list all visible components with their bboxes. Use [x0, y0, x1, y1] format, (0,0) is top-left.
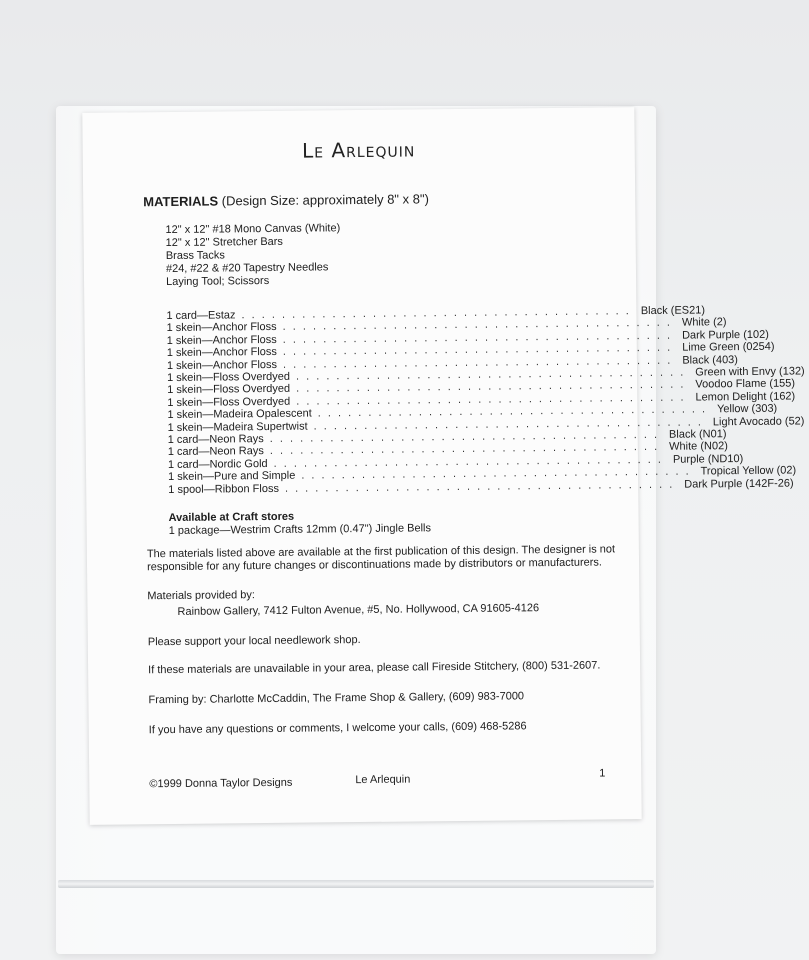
craft-stores-heading: Available at Craft stores	[168, 510, 295, 525]
thread-qty: 1 skein	[166, 322, 202, 335]
thread-name: Anchor Floss	[212, 358, 278, 372]
thread-name: Anchor Floss	[212, 321, 277, 334]
dot-leader: . . . . . . . . . . . . . . . . . . . . . . . . . . . . . . . . . . . . . . .	[295, 366, 686, 383]
dot-leader: . . . . . . . . . . . . . . . . . . . . . . . . . . . . . . . . . . . . . . .	[282, 341, 673, 359]
dot-leader: . . . . . . . . . . . . . . . . . . . . . . . . . . . . . . . . . . . . . . .	[241, 305, 631, 322]
thread-color: Dark Purple (102)	[681, 328, 769, 342]
basic-supplies-list	[165, 222, 340, 289]
design-size: (Design Size: approximately 8" x 8")	[218, 191, 429, 209]
provided-by-value: Rainbow Gallery, 7412 Fulton Avenue, #5, No. Hollywood, CA 91605-4126	[177, 602, 540, 618]
thread-name: Floss Overdyed	[212, 370, 291, 384]
dot-leader: . . . . . . . . . . . . . . . . . . . . . . . . . . . . . . . . . . . . . . .	[313, 416, 703, 433]
footer-design-name: Le Arlequin	[355, 773, 411, 787]
thread-name: Anchor Floss	[212, 346, 277, 359]
em-dash: —	[198, 433, 210, 446]
thread-qty: 1 card	[166, 309, 198, 323]
thread-color: Voodoo Flame (155)	[695, 377, 796, 391]
thread-qty: 1 spool	[168, 483, 204, 496]
thread-color: Tropical Yellow (02)	[700, 464, 797, 478]
questions-text: If you have any questions or comments, I welcome your calls, (609) 468-5286	[148, 720, 527, 737]
materials-heading	[143, 191, 429, 209]
thread-color: Black (ES21)	[640, 304, 706, 318]
thread-name: Pure and Simple	[213, 469, 296, 483]
em-dash: —	[201, 321, 213, 335]
zip-seal	[58, 880, 654, 888]
thread-color: Purple (ND10)	[672, 452, 744, 466]
thread-color: Black (N01)	[668, 428, 727, 441]
supply-item: Brass Tacks	[165, 249, 225, 263]
dot-leader: . . . . . . . . . . . . . . . . . . . . . . . . . . . . . . . . . . . . . . .	[269, 428, 660, 446]
craft-stores-item: 1 package—Westrim Crafts 12mm (0.47") Jingle Bells	[168, 522, 432, 538]
thread-qty: 1 skein	[166, 346, 202, 360]
em-dash: —	[201, 359, 213, 372]
dot-leader: . . . . . . . . . . . . . . . . . . . . . . . . . . . . . . . . . . . . . . .	[282, 354, 673, 371]
page-title: Le Arlequin	[301, 137, 416, 163]
thread-qty: 1 card	[167, 433, 199, 447]
em-dash: —	[198, 446, 210, 459]
em-dash: —	[202, 396, 214, 409]
em-dash: —	[202, 408, 214, 421]
thread-color: Lemon Delight (162)	[695, 390, 796, 404]
materials-label: MATERIALS	[143, 193, 219, 210]
thread-name: Nordic Gold	[209, 457, 268, 471]
support-text: Please support your local needlework shop.	[147, 634, 361, 649]
thread-color: Dark Purple (142F-26)	[684, 477, 794, 491]
dot-leader: . . . . . . . . . . . . . . . . . . . . . . . . . . . . . . . . . . . . . . .	[296, 379, 686, 396]
thread-color: Yellow (303)	[717, 402, 778, 416]
dot-leader: . . . . . . . . . . . . . . . . . . . . . . . . . . . . . . . . . . . . . . .	[296, 391, 686, 408]
thread-color: Lime Green (0254)	[682, 340, 775, 354]
unavailable-text: If these materials are unavailable in your area, please call Fireside Stitchery, (800) 531-2607.	[148, 659, 601, 677]
em-dash: —	[196, 309, 209, 322]
em-dash: —	[201, 346, 213, 359]
dot-leader: . . . . . . . . . . . . . . . . . . . . . . . . . . . . . . . . . . . . . . .	[301, 465, 691, 482]
supply-item: 12" x 12" Stretcher Bars	[165, 235, 283, 250]
thread-list	[166, 304, 805, 496]
thread-color: Green with Envy (132)	[695, 365, 805, 379]
em-dash: —	[201, 383, 214, 397]
thread-name: Neon Rays	[209, 433, 264, 446]
supply-item: 12" x 12" #18 Mono Canvas (White)	[165, 222, 341, 237]
thread-name: Estaz	[207, 309, 236, 322]
em-dash: —	[203, 483, 215, 496]
provided-by-label: Materials provided by:	[147, 589, 256, 603]
dot-leader: . . . . . . . . . . . . . . . . . . . . . . . . . . . . . . . . . . . . . . .	[317, 403, 708, 420]
dot-leader: . . . . . . . . . . . . . . . . . . . . . . . . . . . . . . . . . . . . . . .	[273, 453, 663, 470]
thread-qty: 1 skein	[166, 359, 202, 372]
dot-leader: . . . . . . . . . . . . . . . . . . . . . . . . . . . . . . . . . . . . . . .	[284, 478, 675, 495]
thread-qty: 1 card	[167, 458, 199, 471]
em-dash: —	[198, 458, 210, 471]
thread-qty: 1 skein	[167, 421, 203, 434]
thread-qty: 1 skein	[167, 384, 203, 397]
em-dash: —	[201, 371, 213, 384]
copyright: ©1999 Donna Taylor Designs	[149, 776, 293, 791]
thread-name: Neon Rays	[209, 445, 264, 459]
dot-leader: . . . . . . . . . . . . . . . . . . . . . . . . . . . . . . . . . . . . . . .	[269, 441, 660, 458]
thread-color: Light Avocado (52)	[712, 415, 805, 428]
thread-qty: 1 skein	[166, 334, 202, 347]
thread-qty: 1 skein	[167, 408, 203, 422]
dot-leader: . . . . . . . . . . . . . . . . . . . . . . . . . . . . . . . . . . . . . . .	[282, 329, 673, 346]
thread-name: Madeira Supertwist	[213, 420, 308, 434]
em-dash: —	[201, 334, 213, 347]
page-number: 1	[599, 767, 606, 780]
thread-name: Madeira Opalescent	[213, 407, 312, 421]
disclaimer-text: The materials listed above are available at the first publication of this design. The designer is not responsible for any future changes or discontinuations made by distributors or manufacturers.	[146, 543, 616, 574]
thread-qty: 1 skein	[168, 470, 204, 484]
em-dash: —	[202, 421, 214, 434]
thread-qty: 1 skein	[167, 396, 203, 409]
thread-name: Floss Overdyed	[213, 395, 291, 409]
supply-item: #24, #22 & #20 Tapestry Needles	[165, 261, 329, 276]
craft-stores-section	[168, 509, 431, 538]
thread-name: Anchor Floss	[212, 333, 277, 347]
thread-qty: 1 card	[167, 446, 199, 459]
pattern-page	[82, 107, 805, 825]
supply-item: Laying Tool; Scissors	[166, 274, 270, 289]
em-dash: —	[202, 470, 215, 483]
thread-qty: 1 skein	[167, 371, 202, 385]
thread-color: Black (403)	[682, 353, 739, 367]
thread-color: White (N02)	[669, 440, 728, 454]
dot-leader: . . . . . . . . . . . . . . . . . . . . . . . . . . . . . . . . . . . . . . .	[282, 317, 672, 334]
thread-name: Ribbon Floss	[214, 482, 279, 496]
thread-color: White (2)	[681, 316, 727, 330]
framing-text: Framing by: Charlotte McCaddin, The Frame Shop & Gallery, (609) 983-7000	[148, 690, 525, 707]
thread-name: Floss Overdyed	[212, 383, 291, 396]
